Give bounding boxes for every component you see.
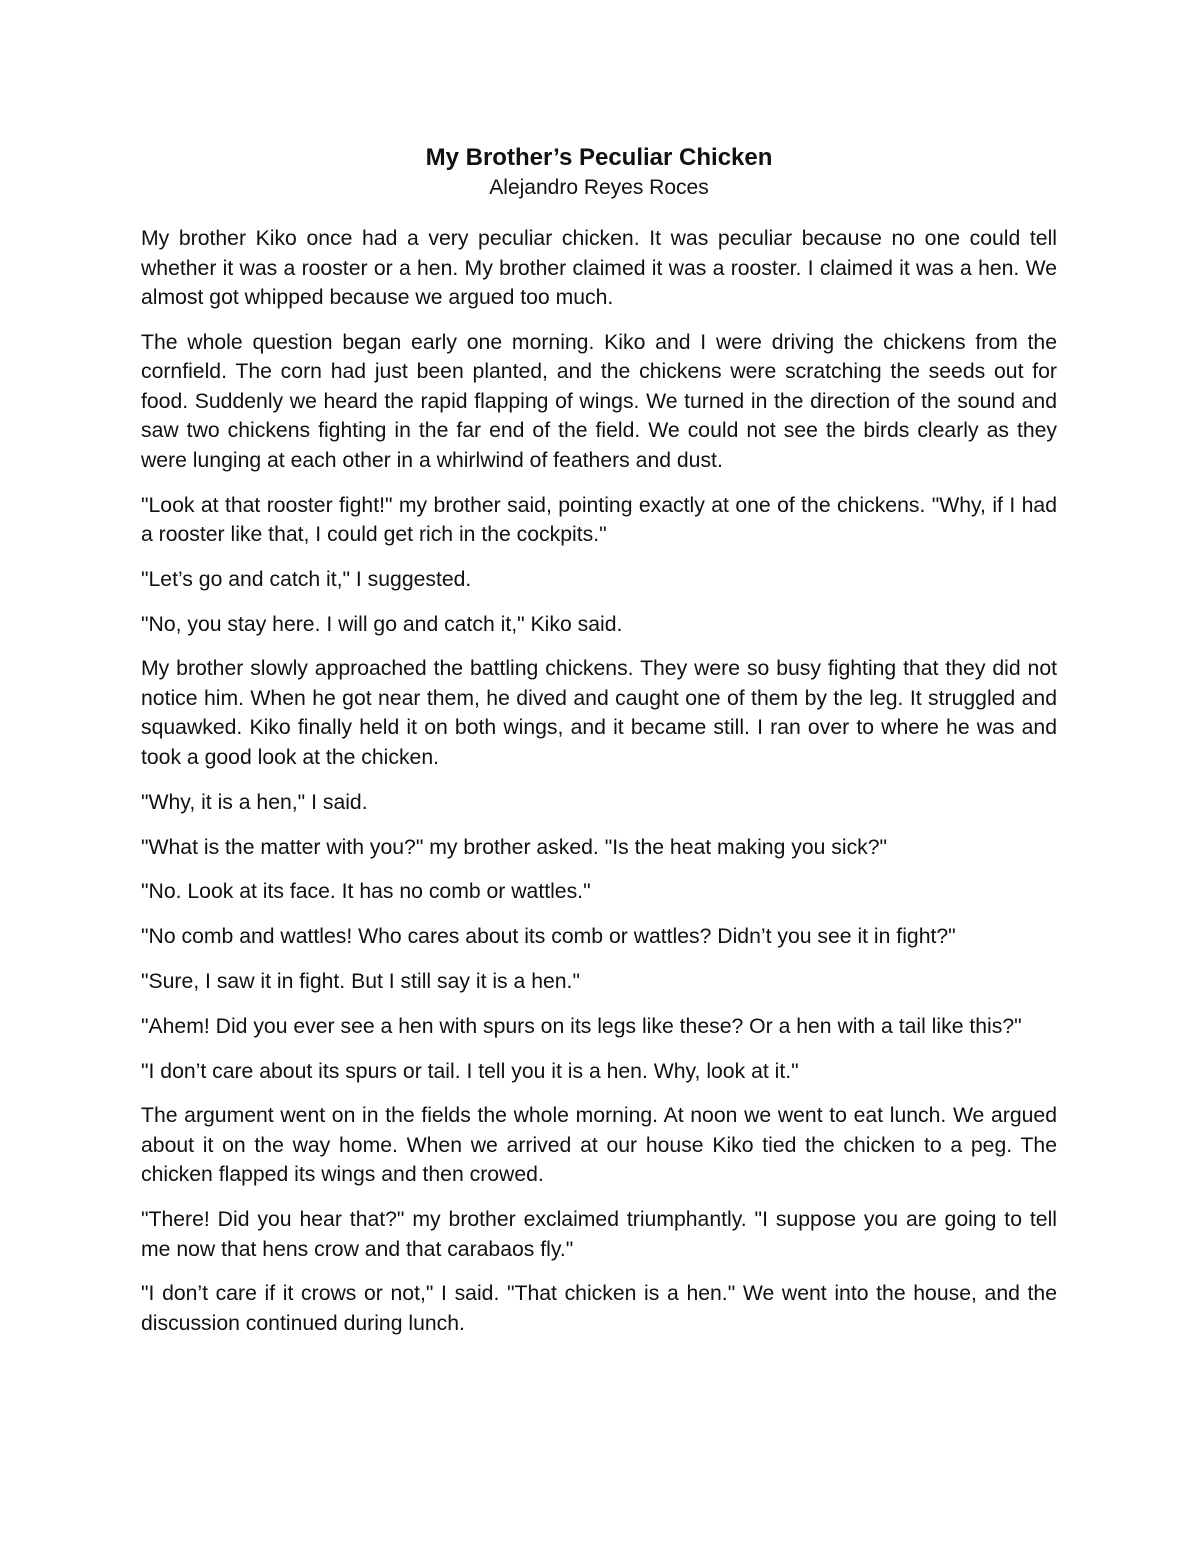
document-page [141,140,1057,1354]
paragraph: "I don’t care if it crows or not," I said. "That chicken is a hen." We went into the house, and the discussion continued during lunch. [141,1282,1057,1335]
paragraph: My brother slowly approached the battling chickens. They were so busy fighting that they did not notice him. When he got near them, he dived and caught one of them by the leg. It struggled and squawked. Kiko finally held it on both wings, and it became still. I ran over to where he was and took a good look at the chicken. [141,657,1057,769]
paragraph: "I don’t care about its spurs or tail. I tell you it is a hen. Why, look at it." [141,1059,799,1083]
document-body [141,224,1057,1338]
paragraph: "What is the matter with you?" my brother asked. "Is the heat making you sick?" [141,835,888,859]
paragraph: "Sure, I saw it in fight. But I still say it is a hen." [141,969,580,993]
paragraph: The whole question began early one morning. Kiko and I were driving the chickens from the cornfield. The corn had just been planted, and the chickens were scratching the seeds out for food. Suddenly we heard the rapid flapping of wings. We turned in the direction of the sound and saw two chickens fighting in the far end of the field. We could not see the birds clearly as they were lunging at each other in a whirlwind of feathers and dust. [141,330,1057,472]
paragraph: "Why, it is a hen," I said. [141,790,368,814]
paragraph: "No. Look at its face. It has no comb or wattles." [141,880,591,904]
paragraph: "Ahem! Did you ever see a hen with spurs on its legs like these? Or a hen with a tail like this?" [141,1014,1022,1038]
paragraph: "Let’s go and catch it," I suggested. [141,567,472,591]
paragraph: My brother Kiko once had a very peculiar chicken. It was peculiar because no one could tell whether it was a rooster or a hen. My brother claimed it was a rooster. I claimed it was a hen. We almost got whipped because we argued too much. [141,227,1057,309]
document-author: Alejandro Reyes Roces [489,176,709,199]
paragraph: The argument went on in the fields the whole morning. At noon we went to eat lunch. We argued about it on the way home. When we arrived at our house Kiko tied the chicken to a peg. The chicken flapped its wings and then crowed. [141,1104,1057,1187]
paragraph: "There! Did you hear that?" my brother exclaimed triumphantly. "I suppose you are going to tell me now that hens crow and that carabaos fly." [141,1208,1057,1261]
document-title: My Brother’s Peculiar Chicken [425,144,773,171]
paragraph: "No, you stay here. I will go and catch it," Kiko said. [141,612,623,636]
paragraph: "No comb and wattles! Who cares about its comb or wattles? Didn’t you see it in fight?" [141,925,956,949]
paragraph: "Look at that rooster fight!" my brother said, pointing exactly at one of the chickens. "Why, if I had a rooster like that, I could get rich in the cockpits." [141,493,1057,547]
